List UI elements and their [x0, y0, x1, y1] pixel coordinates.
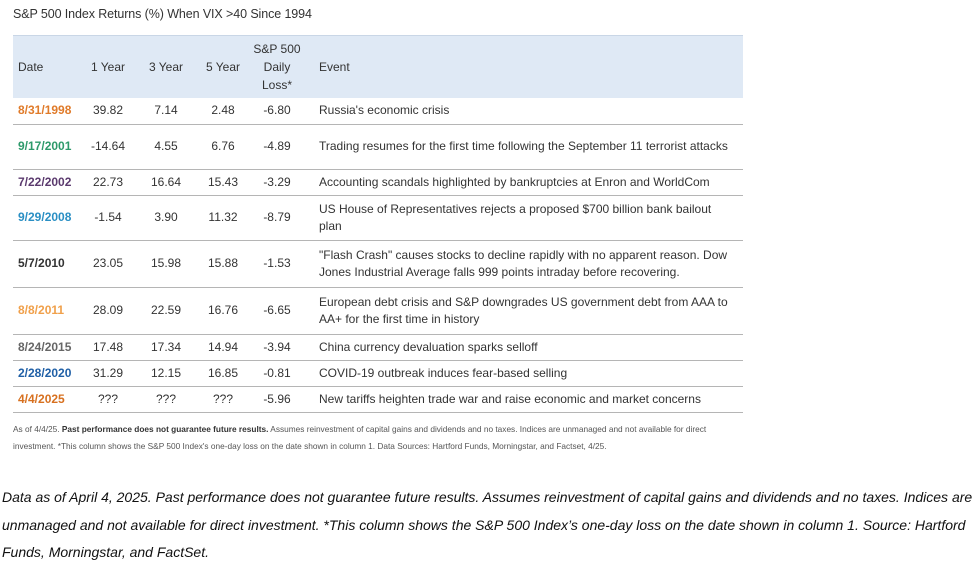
header-date: Date: [13, 36, 83, 99]
table-footnote: [13, 421, 743, 455]
row-three-year: 12.15: [133, 360, 199, 386]
row-event: Trading resumes for the first time following the September 11 terrorist attacks: [307, 124, 743, 169]
row-three-year: 7.14: [133, 98, 199, 124]
row-daily-loss: -3.94: [247, 334, 307, 360]
row-daily-loss: -6.80: [247, 98, 307, 124]
row-daily-loss: -0.81: [247, 360, 307, 386]
row-event: China currency devaluation sparks selloff: [307, 334, 743, 360]
row-five-year: 15.88: [199, 240, 247, 287]
table-row: [13, 287, 743, 334]
row-one-year: -1.54: [83, 195, 133, 240]
row-event: New tariffs heighten trade war and raise economic and market concerns: [307, 386, 743, 412]
row-event: "Flash Crash" causes stocks to decline rapidly with no apparent reason. Dow Jones Industrial Average falls 999 points intraday before recovering.: [307, 240, 743, 287]
footnote-bold: Past performance does not guarantee future results.: [61, 424, 269, 434]
row-one-year: 23.05: [83, 240, 133, 287]
table-body: [13, 98, 743, 412]
returns-table-container: [13, 35, 743, 413]
table-header-row: [13, 36, 743, 99]
row-date: 8/31/1998: [13, 98, 83, 124]
row-daily-loss: -5.96: [247, 386, 307, 412]
row-event: Accounting scandals highlighted by bankruptcies at Enron and WorldCom: [307, 169, 743, 195]
row-five-year: ???: [199, 386, 247, 412]
row-date: 9/17/2001: [13, 124, 83, 169]
row-one-year: 39.82: [83, 98, 133, 124]
row-daily-loss: -3.29: [247, 169, 307, 195]
row-date: 2/28/2020: [13, 360, 83, 386]
table-title: S&P 500 Index Returns (%) When VIX >40 Since 1994: [13, 7, 312, 21]
table-row: [13, 169, 743, 195]
row-date: 4/4/2025: [13, 386, 83, 412]
row-three-year: 3.90: [133, 195, 199, 240]
header-five-year: 5 Year: [199, 36, 247, 99]
row-one-year: 17.48: [83, 334, 133, 360]
header-one-year: 1 Year: [83, 36, 133, 99]
row-three-year: 15.98: [133, 240, 199, 287]
table-row: [13, 98, 743, 124]
row-one-year: ???: [83, 386, 133, 412]
row-event: US House of Representatives rejects a proposed $700 billion bank bailout plan: [307, 195, 743, 240]
header-three-year: 3 Year: [133, 36, 199, 99]
header-event: Event: [307, 36, 743, 99]
row-three-year: 4.55: [133, 124, 199, 169]
row-daily-loss: -8.79: [247, 195, 307, 240]
header-daily-loss: [247, 36, 307, 99]
row-event: Russia's economic crisis: [307, 98, 743, 124]
row-five-year: 16.76: [199, 287, 247, 334]
row-one-year: 31.29: [83, 360, 133, 386]
row-date: 5/7/2010: [13, 240, 83, 287]
row-date: 8/8/2011: [13, 287, 83, 334]
row-three-year: 16.64: [133, 169, 199, 195]
row-five-year: 6.76: [199, 124, 247, 169]
row-event: European debt crisis and S&P downgrades US government debt from AAA to AA+ for the first time in history: [307, 287, 743, 334]
row-three-year: ???: [133, 386, 199, 412]
source-caption: Data as of April 4, 2025. Past performance does not guarantee future results. Assumes reinvestment of capital gains and dividends and no taxes. Indices are unmanaged and not available for direct investment. *This column shows the S&P 500 Index’s one-day loss on the date shown in column 1. Source: Hartford Funds, Morningstar, and FactSet.: [2, 489, 973, 560]
row-daily-loss: -1.53: [247, 240, 307, 287]
row-daily-loss: -4.89: [247, 124, 307, 169]
table-row: [13, 334, 743, 360]
row-event: COVID-19 outbreak induces fear-based selling: [307, 360, 743, 386]
row-five-year: 11.32: [199, 195, 247, 240]
table-row: [13, 360, 743, 386]
row-date: 7/22/2002: [13, 169, 83, 195]
returns-table: [13, 35, 743, 413]
header-daily-loss-line2: Daily: [263, 60, 291, 74]
row-one-year: 28.09: [83, 287, 133, 334]
row-one-year: -14.64: [83, 124, 133, 169]
row-three-year: 22.59: [133, 287, 199, 334]
footnote-rest: Assumes reinvestment of capital gains and dividends and no taxes. Indices are unmanaged and not available for direct investment. *This column shows the S&P 500 Index's one-day loss on the date shown in column 1. Data Sources: Hartford Funds, Morningstar, and Factset, 4/25.: [13, 424, 707, 451]
row-five-year: 14.94: [199, 334, 247, 360]
row-three-year: 17.34: [133, 334, 199, 360]
footnote-prefix: As of 4/4/25.: [13, 424, 62, 434]
row-one-year: 22.73: [83, 169, 133, 195]
header-daily-loss-line3: Loss*: [261, 78, 293, 92]
table-row: [13, 240, 743, 287]
row-date: 9/29/2008: [13, 195, 83, 240]
table-row: [13, 195, 743, 240]
row-five-year: 2.48: [199, 98, 247, 124]
row-daily-loss: -6.65: [247, 287, 307, 334]
header-daily-loss-line1: S&P 500: [253, 42, 301, 56]
row-five-year: 15.43: [199, 169, 247, 195]
row-date: 8/24/2015: [13, 334, 83, 360]
row-five-year: 16.85: [199, 360, 247, 386]
table-row: [13, 386, 743, 412]
table-row: [13, 124, 743, 169]
